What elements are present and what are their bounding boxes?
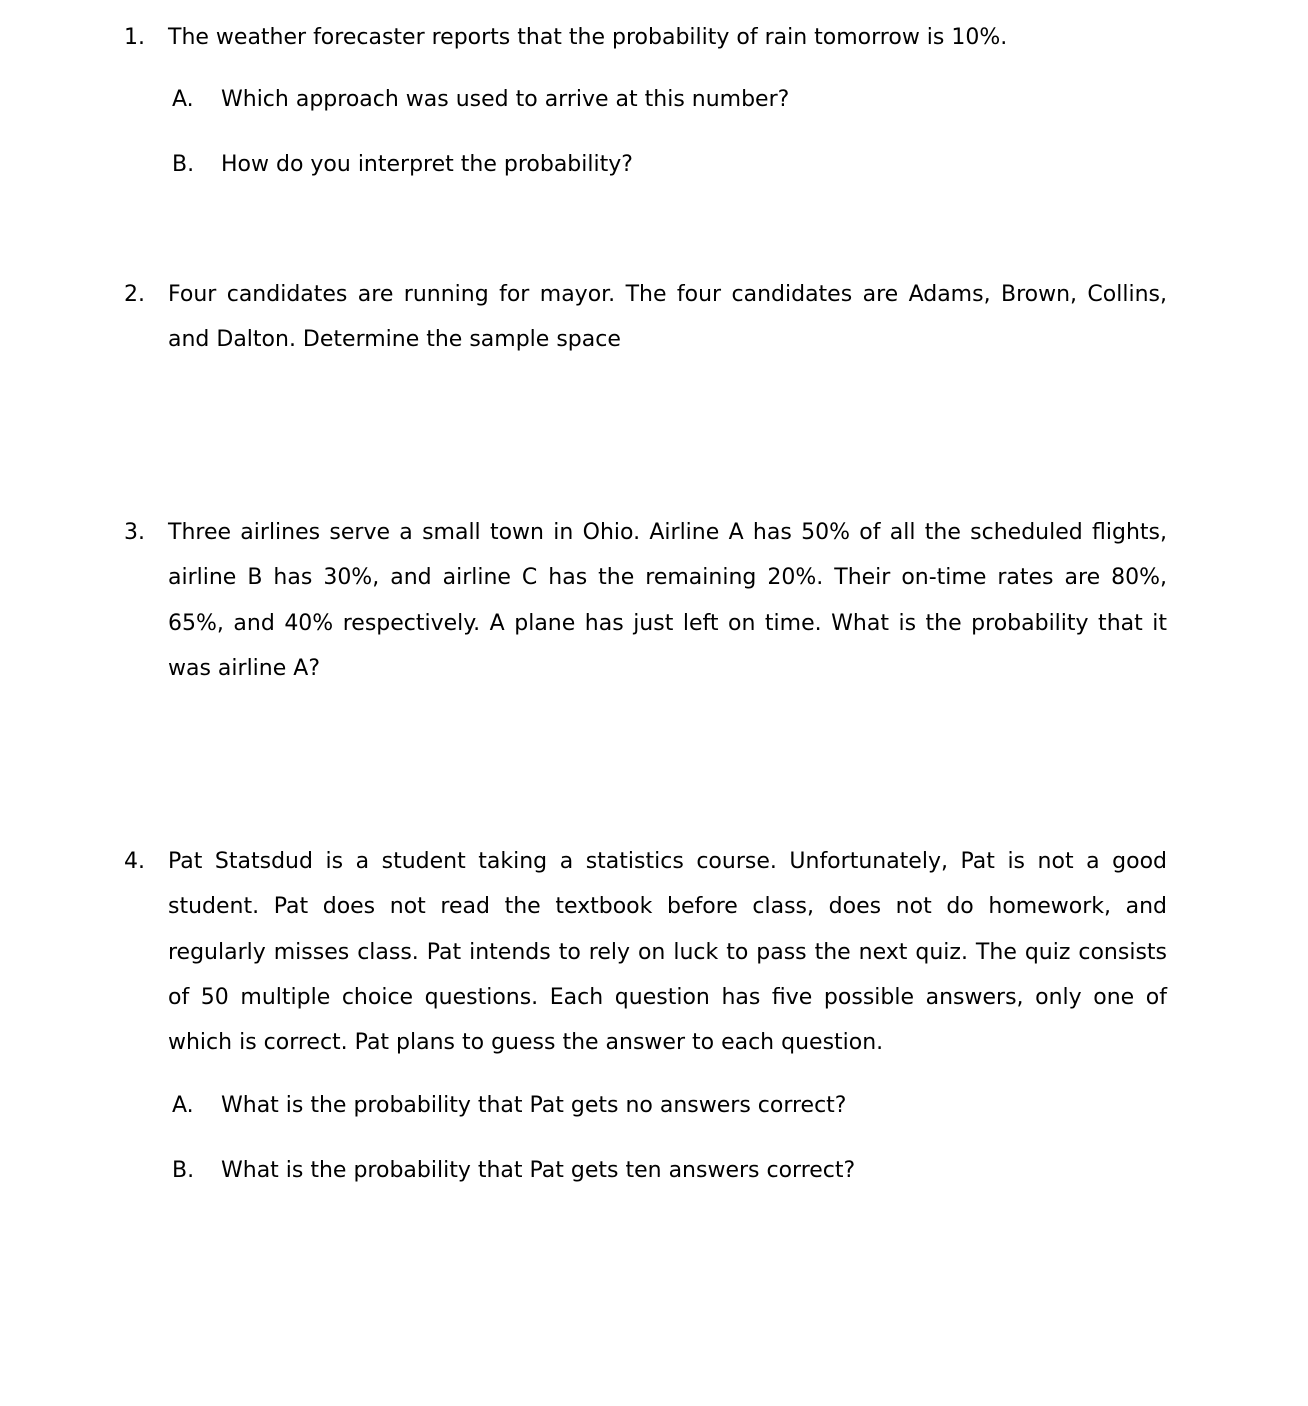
- question-number: 2.: [124, 282, 145, 307]
- question-text: Pat Statsdud is a student taking a statistics course. Unfortunately, Pat is not a good student. Pat does not read the textbook before class, does not do homework, and regularly misses class. Pat intends to rely on luck to pass the next quiz. The quiz consists of 50 multiple choice questions. Each question has five possible answers, only one of which is correct. Pat plans to guess the answer to each question.: [168, 849, 1167, 1056]
- part-text: How do you interpret the probability?: [221, 152, 633, 177]
- part-letter: A.: [172, 1093, 194, 1118]
- part-letter: A.: [172, 87, 194, 112]
- part-letter: B.: [172, 1158, 195, 1183]
- question-number: 3.: [124, 520, 145, 545]
- question-text: The weather forecaster reports that the probability of rain tomorrow is 10%.: [168, 25, 1008, 50]
- question-number: 4.: [124, 849, 145, 874]
- question-text: Four candidates are running for mayor. The four candidates are Adams, Brown, Collins, and Dalton. Determine the sample space: [168, 282, 1167, 353]
- question-text: Three airlines serve a small town in Ohio. Airline A has 50% of all the scheduled flights, airline B has 30%, and airline C has the remaining 20%. Their on-time rates are 80%, 65%, and 40% respectively. A plane has just left on time. What is the probability that it was airline A?: [168, 520, 1167, 681]
- question-number: 1.: [124, 25, 145, 50]
- part-text: What is the probability that Pat gets ten answers correct?: [221, 1158, 856, 1183]
- part-text: Which approach was used to arrive at this number?: [221, 87, 790, 112]
- part-letter: B.: [172, 152, 195, 177]
- part-text: What is the probability that Pat gets no answers correct?: [221, 1093, 847, 1118]
